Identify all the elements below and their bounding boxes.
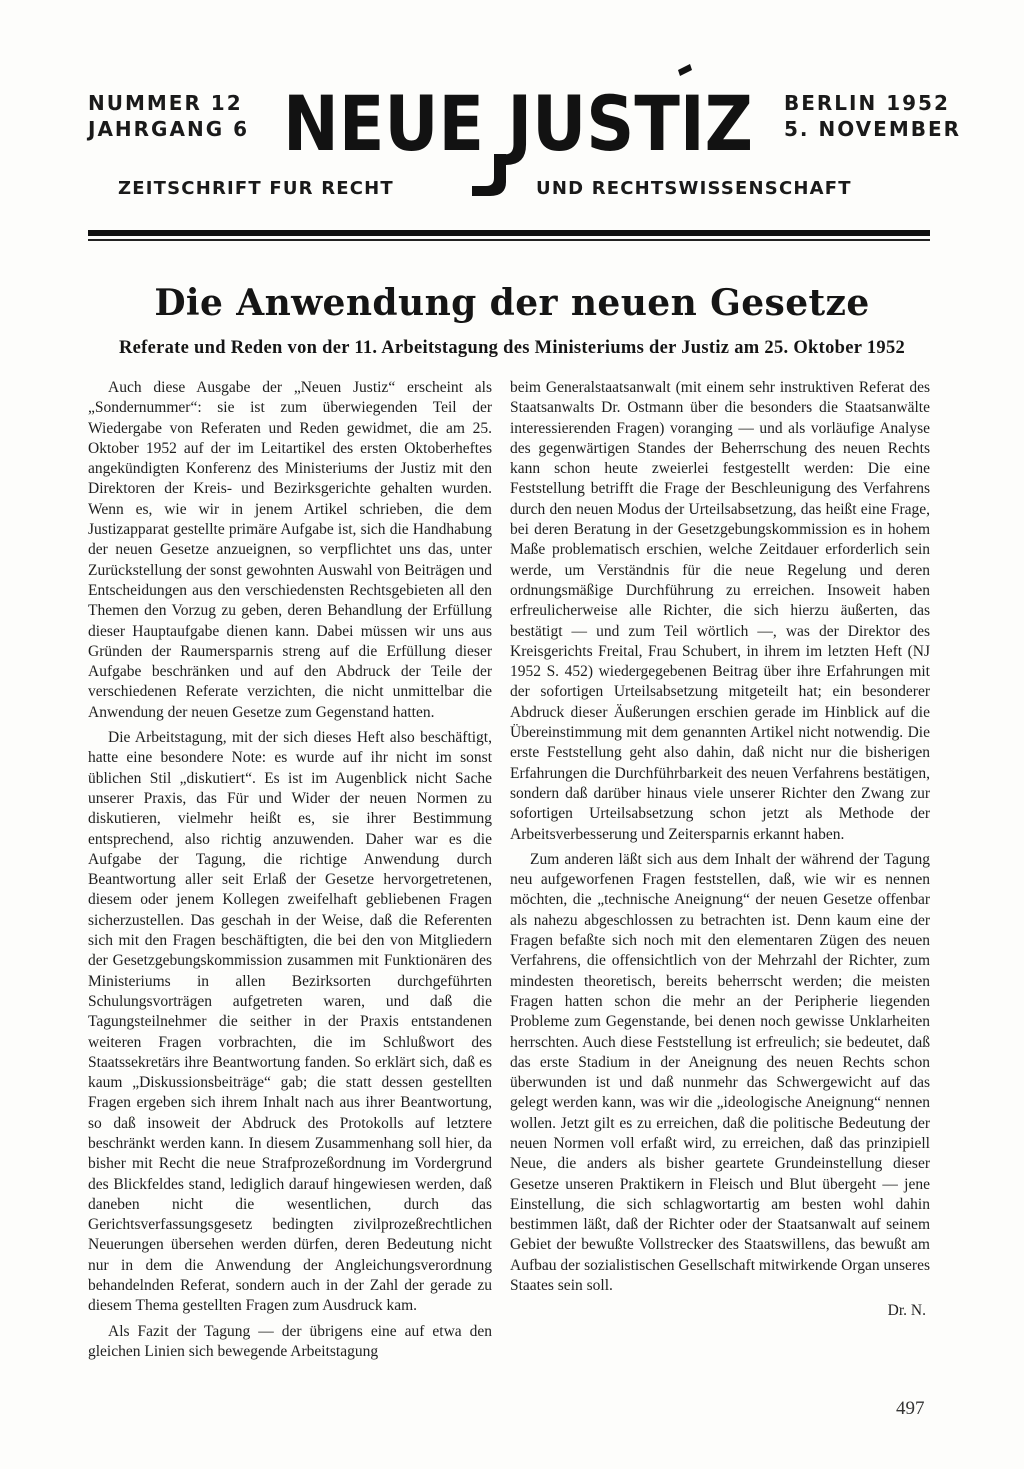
author-signature: Dr. N.: [887, 1302, 926, 1320]
journal-subtitle-left: ZEITSCHRIFT FUR RECHT: [118, 178, 394, 199]
paragraph: beim Generalstaatsanwalt (mit einem sehr instruktiven Referat des Staatsanwalts Dr. Ostmann über die besonders die Staatsanwälte interessierenden Fragen) voranging — und als vorläufige Analyse des gegenwärtigen Standes der Beherrschung des neuen Rechts kann schon heute zweierlei festgestellt werden: Die eine Feststellung betrifft die Frage der Beschleunigung des Verfahrens durch den neuen Modus der Urteilsabsetzung, das heißt eine Frage, bei deren Beratung in der Gesetzgebungskommission es in hohem Maße problematisch erschien, welche Zeitdauer erforderlich sein werde, um Verständnis für die neue Regelung und deren ordnungsmäßige Durchführung zu erreichen. Insoweit haben erfreulicherweise alle Richter, die sich hierzu äußerten, das bestätigt — und zum Teil wörtlich —, was der Direktor des Kreisgerichts Freital, Frau Schubert, in ihrem im letzten Heft (NJ 1952 S. 452) wiedergegebenen Beitrag über ihre Erfahrungen mit der sofortigen Urteilsabsetzung mitgeteilt hat; ein besonderer Abdruck dieser Äußerungen erschien gerade im Hinblick auf die Übereinstimmung mit dem genannten Artikel nicht notwendig. Die erste Feststellung geht also dahin, daß nicht nur die bisherigen Erfahrungen die Durchführbarkeit des neuen Verfahrens bestätigen, sondern daß darüber hinaus viele unserer Richter den Zwang zur sofortigen Urteilsabsetzung schon jetzt als Methode der Arbeitsverbesserung und Zeitersparnis erkannt haben.: [510, 379, 930, 843]
paragraph: Zum anderen läßt sich aus dem Inhalt der während der Tagung neu aufgeworfenen Fragen feststellen, daß, wie wir es nennen möchten, die „technische Aneignung“ der neuen Gesetze offenbar als nahezu abgeschlossen zu betrachten ist. Denn kaum eine der Fragen befaßte sich noch mit den elementaren Zügen des neuen Verfahrens, die offensichtlich von der Mehrzahl der Richter, zum mindesten theoretisch, bereits beherrscht werden; die meisten Fragen hatten schon die mehr an der Peripherie liegenden Probleme zum Gegenstande, bei denen noch gewisse Unklarheiten herrschten. Auch diese Feststellung ist erfreulich; sie bedeutet, daß das erste Stadium in der Aneignung des neuen Rechts schon überwunden ist und daß nunmehr das Schwergewicht auf das gelegt werden kann, was wir die „ideologische Aneignung“ nennen wollen. Jetzt gilt es zu erreichen, daß die politische Bedeutung der neuen Normen voll erfaßt wird, zu erreichen, daß das prinzipiell Neue, die anders als bisher geartete Grundeinstellung dieser Gesetze unseren Praktikern in Fleisch und Blut übergeht — jene Einstellung, die sich schlagwortartig am besten wohl dahin bestimmen läßt, daß der Richter oder der Staatsanwalt auf seinem Gebiet der bewußte Vollstrecker des Staatswillens, das bewußt am Aufbau der sozialistischen Gesellschaft mitwirkende Organ unseres Staates sein soll.: [510, 850, 930, 1295]
issue-date: 5. NOVEMBER: [784, 117, 962, 141]
place-year: BERLIN 1952: [784, 91, 950, 115]
left-column: [88, 378, 492, 1367]
paragraph: Die Arbeitstagung, mit der sich dieses Heft also beschäftigt, hatte eine besondere Note: es wurde auf ihr nicht im sonst üblichen Stil „diskutiert“. Es ist im Augenblick nicht Sache unserer Praxis, das Für und Wider der neuen Normen zu diskutieren, vielmehr heißt es, sie ihrer Bestimmung entsprechend, also richtig anzuwenden. Daher war es die Aufgabe der Tagung, die richtige Anwendung durch Beantwortung aller seit Erlaß der Gesetze hervorgetretenen, diesem oder jenem Kollegen zweifelhaft gebliebenen Fragen sicherzustellen. Das geschah in der Weise, daß die Referenten sich mit den Fragen beschäftigten, die bei den von Mitgliedern der Gesetzgebungskommission zusammen mit Funktionären des Ministeriums in allen Bezirksorten durchgeführten Schulungsvorträgen aufgetreten waren, und daß die Tagungsteilnehmer die seither in der Praxis entstandenen weiteren Fragen vorbrachten, die im Schlußwort des Staatssekretärs ihre Beantwortung fanden. So erklärt sich, daß es kaum „Diskussionsbeiträge“ gab; die statt dessen gestellten Fragen ergeben sich ihrem Inhalt nach aus ihrer Beantwortung, so daß insoweit der Abdruck des Protokolls auf letztere beschränkt werden kann. In diesem Zusammenhang soll hier, da bisher mit Recht die neue Strafprozeßordnung im Vordergrund des Blickfeldes stand, lediglich darauf hingewiesen werden, daß daneben nicht die wesentlichen, durch das Gerichtsverfassungsgesetz bedingten zivilprozeßrechtlichen Neuerungen übersehen werden dürfen, deren Bedeutung nicht nur in dem die Anwendung der Angleichungsverordnung behandelnden Referat, sondern auch in der Zahl der gerade zu diesem Thema gestellten Fragen zum Ausdruck kam.: [88, 729, 492, 1315]
article-subtitle: Referate und Reden von der 11. Arbeitstagung des Ministeriums der Justiz am 25. Oktober 1952: [118, 338, 906, 358]
paragraph: Auch diese Ausgabe der „Neuen Justiz“ erscheint als „Sondernummer“: sie ist zum überwiegenden Teil der Wiedergabe von Referaten und Reden gewidmet, die am 25. Oktober 1952 auf der im Leitartikel des ersten Oktoberheftes angekündigten Konferenz des Ministeriums der Justiz mit den Direktoren der Kreis- und Bezirksgerichte gehalten wurden. Wenn es, wie wir in jenem Artikel schrieben, die dem Justizapparat gestellte primäre Aufgabe ist, sich die Handhabung der neuen Gesetze anzueignen, so verpflichtet uns das, unter Zurückstellung der sonst gewohnten Auswahl von Beiträgen und Entscheidungen aus den verschiedensten Rechtsgebieten all den Themen den Vorzug zu geben, deren Behandlung der Erfüllung dieser Hauptaufgabe dienen kann. Dabei müssen wir uns aus Gründen der Raumersparnis streng auf die Erfüllung dieser Aufgabe beschränken und auf den Abdruck der Teile der verschiedenen Referate verzichten, die nicht unmittelbar die Anwendung der neuen Gesetze zum Gegenstand hatten.: [88, 379, 492, 721]
page-number: 497: [896, 1398, 925, 1419]
date-info: [784, 90, 961, 142]
right-column: [510, 378, 930, 1322]
issue-number: NUMMER 12: [88, 91, 243, 115]
masthead-rule-thin: [88, 239, 930, 241]
masthead-rule-thick: [88, 230, 930, 236]
volume-number: JAHRGANG 6: [88, 117, 249, 141]
logo-wordmark: NEUE JUSTIZ: [283, 79, 753, 168]
paragraph: Als Fazit der Tagung — der übrigens eine auf etwa den gleichen Linien sich bewegende Arbeitstagung: [88, 1322, 492, 1360]
issue-info: [88, 90, 249, 142]
article-title: Die Anwendung der neuen Gesetze: [154, 282, 870, 324]
journal-subtitle-right: UND RECHTSWISSENSCHAFT: [536, 178, 852, 199]
